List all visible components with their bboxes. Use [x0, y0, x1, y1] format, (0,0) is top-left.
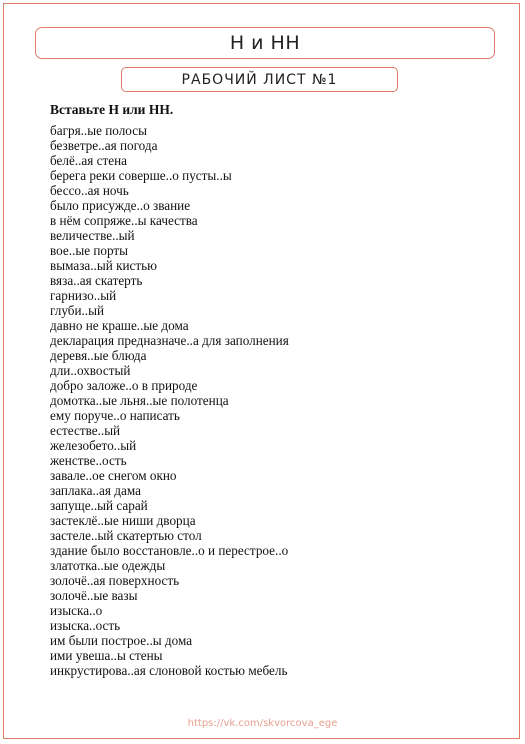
list-item: дли..охвостый	[50, 363, 131, 378]
list-item: было присужде..о звание	[50, 198, 191, 213]
list-item: им были построе..ы дома	[50, 633, 193, 648]
list-item: золочё..ые вазы	[50, 588, 138, 603]
list-item: вое..ые порты	[50, 243, 129, 258]
list-item: ими увеша..ы стены	[50, 648, 163, 663]
list-item: железобето..ый	[50, 438, 137, 453]
page-title: Н и НН	[35, 27, 495, 59]
list-item: застеклё..ые ниши дворца	[50, 513, 196, 528]
list-item: изыска..ость	[50, 618, 121, 633]
footer-link[interactable]: https://vk.com/skvorcova_ege	[187, 718, 338, 729]
list-item: домотка..ые льня..ые полотенца	[50, 393, 229, 408]
list-item: естестве..ый	[50, 423, 121, 438]
list-item: ему поруче..о написать	[50, 408, 180, 423]
list-item: золочё..ая поверхность	[50, 573, 180, 588]
list-item: безветре..ая погода	[50, 138, 158, 153]
list-item: завале..ое снегом окно	[50, 468, 177, 483]
list-item: инкрустирова..ая слоновой костью мебель	[50, 663, 288, 678]
list-item: давно не краше..ые дома	[50, 318, 189, 333]
list-item: вымаза..ый кистью	[50, 258, 158, 273]
word-list	[50, 123, 289, 678]
list-item: берега реки соверше..о пусты..ы	[50, 168, 232, 183]
list-item: багря..ые полосы	[50, 123, 147, 138]
list-item: заплака..ая дама	[50, 483, 141, 498]
list-item: застеле..ый скатертью стол	[50, 528, 202, 543]
list-item: величестве..ый	[50, 228, 135, 243]
list-item: женстве..ость	[50, 453, 127, 468]
list-item: декларация предназначе..а для заполнения	[50, 333, 289, 348]
list-item: запуще..ый сарай	[50, 498, 148, 513]
list-item: в нём сопряже..ы качества	[50, 213, 198, 228]
list-item: гарнизо..ый	[50, 288, 117, 303]
list-item: вяза..ая скатерть	[50, 273, 143, 288]
list-item: златотка..ые одежды	[50, 558, 166, 573]
instruction-text: Вставьте Н или НН.	[50, 102, 174, 117]
list-item: бессо..ая ночь	[50, 183, 129, 198]
list-item: белё..ая стена	[50, 153, 128, 168]
list-item: добро заложе..о в природе	[50, 378, 198, 393]
list-item: глуби..ый	[50, 303, 105, 318]
list-item: деревя..ые блюда	[50, 348, 147, 363]
list-item: здание было восстановле..о и перестрое..о	[50, 543, 289, 558]
worksheet-subtitle: РАБОЧИЙ ЛИСТ №1	[121, 67, 398, 92]
list-item: изыска..о	[50, 603, 103, 618]
